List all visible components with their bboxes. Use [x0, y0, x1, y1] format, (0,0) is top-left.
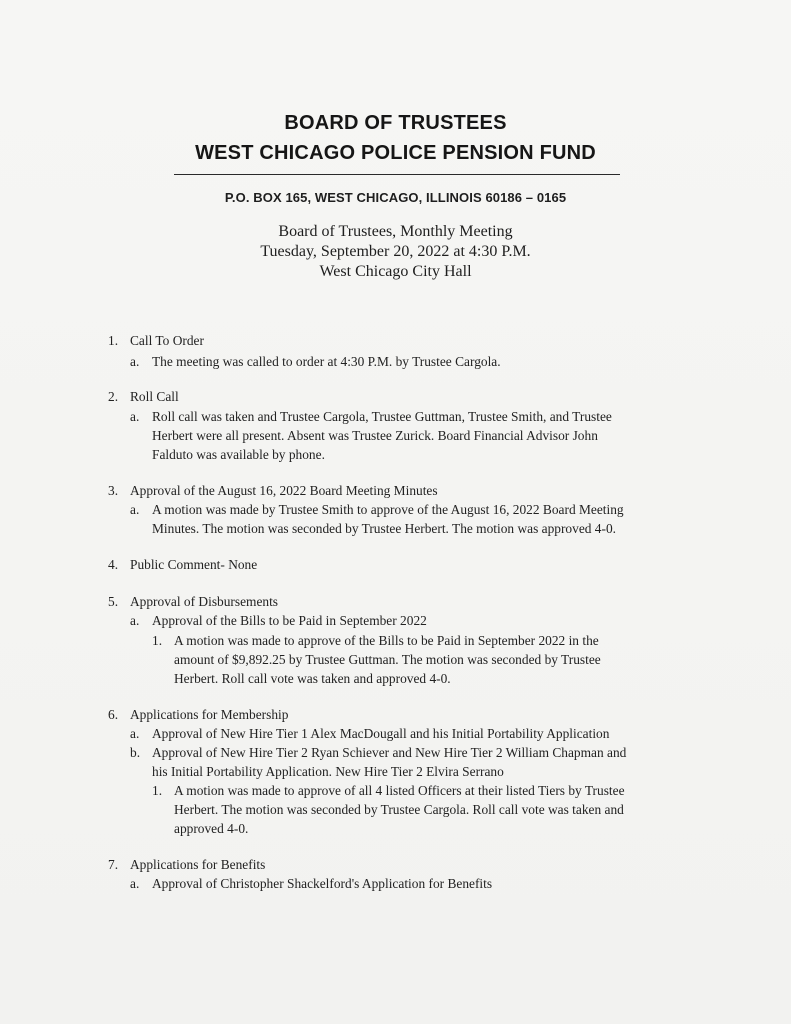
item-title-disbursements: Approval of Disbursements	[130, 594, 279, 609]
item-title-roll-call: Roll Call	[130, 389, 179, 404]
item-number: 6.	[108, 707, 119, 722]
sub-sub-marker: 1.	[152, 783, 163, 798]
item-text: A motion was made to approve of all 4 listed Officers at their listed Tiers by Trustee	[174, 783, 625, 798]
item-text: Approval of New Hire Tier 1 Alex MacDougall and his Initial Portability Application	[152, 726, 610, 741]
sub-marker: a.	[130, 726, 140, 741]
item-title-membership: Applications for Membership	[130, 707, 289, 722]
board-title: BOARD OF TRUSTEES	[284, 112, 507, 134]
item-number: 7.	[108, 857, 119, 872]
meeting-location: West Chicago City Hall	[319, 263, 472, 280]
item-text: A motion was made by Trustee Smith to approve of the August 16, 2022 Board Meeting	[152, 502, 624, 517]
item-text: amount of $9,892.25 by Trustee Guttman. The motion was seconded by Trustee	[174, 652, 601, 667]
sub-marker: a.	[130, 354, 140, 369]
item-title-minutes: Approval of the August 16, 2022 Board Meeting Minutes	[130, 483, 438, 498]
item-title-call-to-order: Call To Order	[130, 333, 204, 348]
sub-marker: a.	[130, 613, 140, 628]
item-text: Falduto was available by phone.	[152, 447, 325, 462]
mailing-address: P.O. BOX 165, WEST CHICAGO, ILLINOIS 60186 – 0165	[224, 190, 567, 205]
sub-sub-marker: 1.	[152, 633, 163, 648]
item-text: Herbert were all present. Absent was Trustee Zurick. Board Financial Advisor John	[152, 428, 598, 443]
sub-marker: a.	[130, 502, 140, 517]
item-text: Approval of the Bills to be Paid in September 2022	[152, 613, 427, 628]
item-text: Roll call was taken and Trustee Cargola, Trustee Guttman, Trustee Smith, and Trustee	[152, 409, 612, 424]
sub-marker: a.	[130, 409, 140, 424]
item-title-benefits: Applications for Benefits	[130, 857, 266, 872]
item-text: Minutes. The motion was seconded by Trustee Herbert. The motion was approved 4-0.	[152, 521, 617, 536]
header-divider	[174, 174, 620, 175]
meeting-date: Tuesday, September 20, 2022 at 4:30 P.M.	[260, 243, 531, 260]
item-title-public-comment: Public Comment- None	[130, 557, 258, 572]
item-number: 3.	[108, 483, 119, 498]
item-number: 5.	[108, 594, 119, 609]
letterhead	[0, 110, 791, 166]
item-text: A motion was made to approve of the Bills to be Paid in September 2022 in the	[174, 633, 599, 648]
item-text: Approval of Christopher Shackelford's Application for Benefits	[152, 876, 493, 891]
item-text: Herbert. Roll call vote was taken and approved 4-0.	[174, 671, 451, 686]
item-number: 1.	[108, 333, 119, 348]
item-number: 2.	[108, 389, 119, 404]
item-text: his Initial Portability Application. New Hire Tier 2 Elvira Serrano	[152, 764, 504, 779]
sub-marker: a.	[130, 876, 140, 891]
meeting-info	[0, 222, 791, 282]
item-text: Approval of New Hire Tier 2 Ryan Schiever and New Hire Tier 2 William Chapman and	[152, 745, 627, 760]
item-text: The meeting was called to order at 4:30 P.M. by Trustee Cargola.	[152, 354, 501, 369]
item-text: approved 4-0.	[174, 821, 249, 836]
item-number: 4.	[108, 557, 119, 572]
meeting-type: Board of Trustees, Monthly Meeting	[278, 223, 513, 240]
fund-title: WEST CHICAGO POLICE PENSION FUND	[195, 142, 596, 164]
item-text: Herbert. The motion was seconded by Trustee Cargola. Roll call vote was taken and	[174, 802, 624, 817]
sub-marker: b.	[130, 745, 141, 760]
